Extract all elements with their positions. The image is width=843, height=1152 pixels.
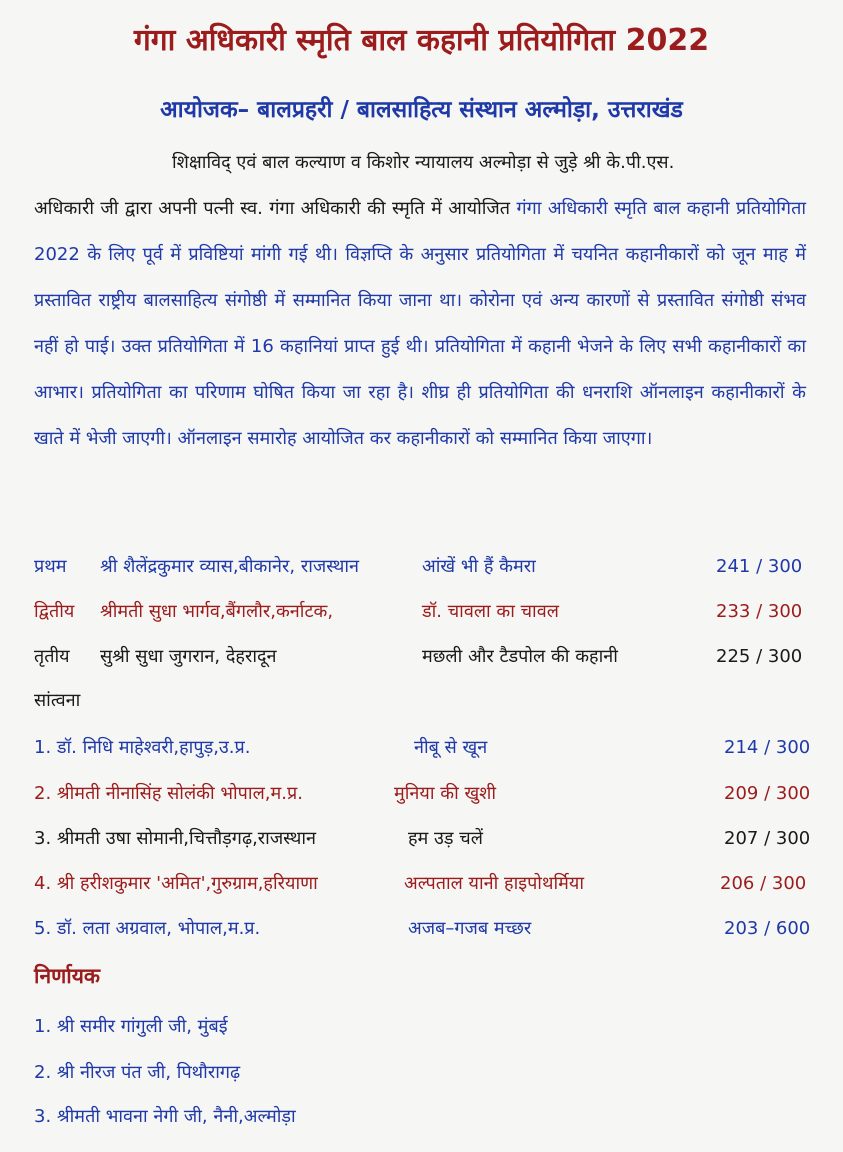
consolation-score: 209 / 300	[724, 783, 811, 804]
winner-story: मछली और टैडपोल की कहानी	[422, 646, 618, 667]
winner-row	[34, 547, 804, 587]
consolation-row	[34, 819, 811, 859]
winner-name: श्री शैलेंद्रकुमार व्यास,बीकानेर, राजस्थान	[100, 556, 360, 577]
page-title: गंगा अधिकारी स्मृति बाल कहानी प्रतियोगिता 2022	[133, 23, 710, 58]
judge-item: 2. श्री नीरज पंत जी, पिथौरागढ़	[34, 1062, 241, 1083]
consolation-name: 2. श्रीमती नीनासिंह सोलंकी भोपाल,म.प्र.	[34, 783, 303, 804]
winner-row	[34, 637, 804, 677]
organizer-line: आयोजक– बालप्रहरी / बालसाहित्य संस्थान अल्मोड़ा, उत्तराखंड	[160, 97, 683, 123]
consolation-score: 206 / 300	[720, 873, 807, 894]
consolation-score: 207 / 300	[724, 828, 811, 849]
consolation-story: अल्पताल यानी हाइपोथर्मिया	[404, 873, 584, 894]
consolation-story: नीबू से खून	[414, 737, 488, 758]
winner-row	[34, 592, 804, 632]
consolation-label: सांत्वना	[34, 690, 81, 711]
intro-part-3: गंगा अधिकारी स्मृति बाल कहानी प्रतियोगिता 2022 के लिए पूर्व में प्रविष्टियां मांगी गई थी। विज्ञप्ति के अनुसार प्रतियोगिता में चयनित कहानीकारों को जून माह में प्रस्तावित राष्ट्रीय बालसाहित्य संगोष्ठी में सम्मानित किया जाना था। कोरोना एवं अन्य कारणों से प्रस्तावित संगोष्ठी संभव नहीं हो पाई। उक्त प्रतियोगिता में 16 कहानियां प्राप्त हुई थी। प्रतियोगिता में कहानी भेजने के लिए सभी कहानीकारों का आभार। प्रतियोगिता का परिणाम घोषित किया जा रहा है। शीघ्र ही प्रतियोगिता की धनराशि ऑनलाइन कहानीकारों के खाते में भेजी जाएगी। ऑनलाइन समारोह आयोजित कर कहानीकारों को सम्मानित किया जाएगा।	[34, 198, 806, 449]
judge-item: 1. श्री समीर गांगुली जी, मुंबई	[34, 1016, 228, 1037]
consolation-name: 5. डॉ. लता अग्रवाल, भोपाल,म.प्र.	[34, 918, 261, 939]
winner-name: सुश्री सुधा जुगरान, देहरादून	[100, 646, 277, 667]
consolation-row	[34, 864, 807, 904]
consolation-story: मुनिया की खुशी	[394, 783, 497, 804]
consolation-row	[34, 728, 811, 768]
consolation-name: 4. श्री हरीशकुमार 'अमित',गुरुग्राम,हरियाणा	[34, 873, 318, 894]
winner-score: 225 / 300	[716, 646, 803, 667]
winner-rank: तृतीय	[34, 646, 70, 667]
consolation-row	[34, 909, 811, 949]
winner-name: श्रीमती सुधा भार्गव,बैंगलौर,कर्नाटक,	[100, 601, 334, 622]
consolation-score: 203 / 600	[724, 918, 811, 939]
consolation-story: हम उड़ चलें	[408, 828, 483, 849]
consolation-score: 214 / 300	[724, 737, 811, 758]
consolation-name: 1. डॉ. निधि माहेश्वरी,हापुड़,उ.प्र.	[34, 737, 251, 758]
judge-item: 3. श्रीमती भावना नेगी जी, नैनी,अल्मोड़ा	[34, 1106, 296, 1127]
intro-part-2: अधिकारी जी द्वारा अपनी पत्नी स्व. गंगा अधिकारी की स्मृति में आयोजित	[34, 198, 511, 219]
winner-story: डॉ. चावला का चावल	[422, 601, 559, 622]
winner-score: 241 / 300	[716, 556, 803, 577]
consolation-name: 3. श्रीमती उषा सोमानी,चित्तौड़गढ़,राजस्थान	[34, 828, 316, 849]
consolation-row	[34, 774, 811, 814]
consolation-story: अजब–गजब मच्छर	[408, 918, 532, 939]
intro-paragraph	[34, 140, 806, 462]
winner-rank: द्वितीय	[34, 601, 75, 622]
intro-part-1: शिक्षाविद् एवं बाल कल्याण व किशोर न्यायालय अल्मोड़ा से जुड़े श्री के.पी.एस.	[172, 152, 675, 173]
winner-story: आंखें भी हैं कैमरा	[422, 556, 536, 577]
winner-rank: प्रथम	[34, 556, 67, 577]
winner-score: 233 / 300	[716, 601, 803, 622]
judges-heading: निर्णायक	[34, 964, 101, 988]
